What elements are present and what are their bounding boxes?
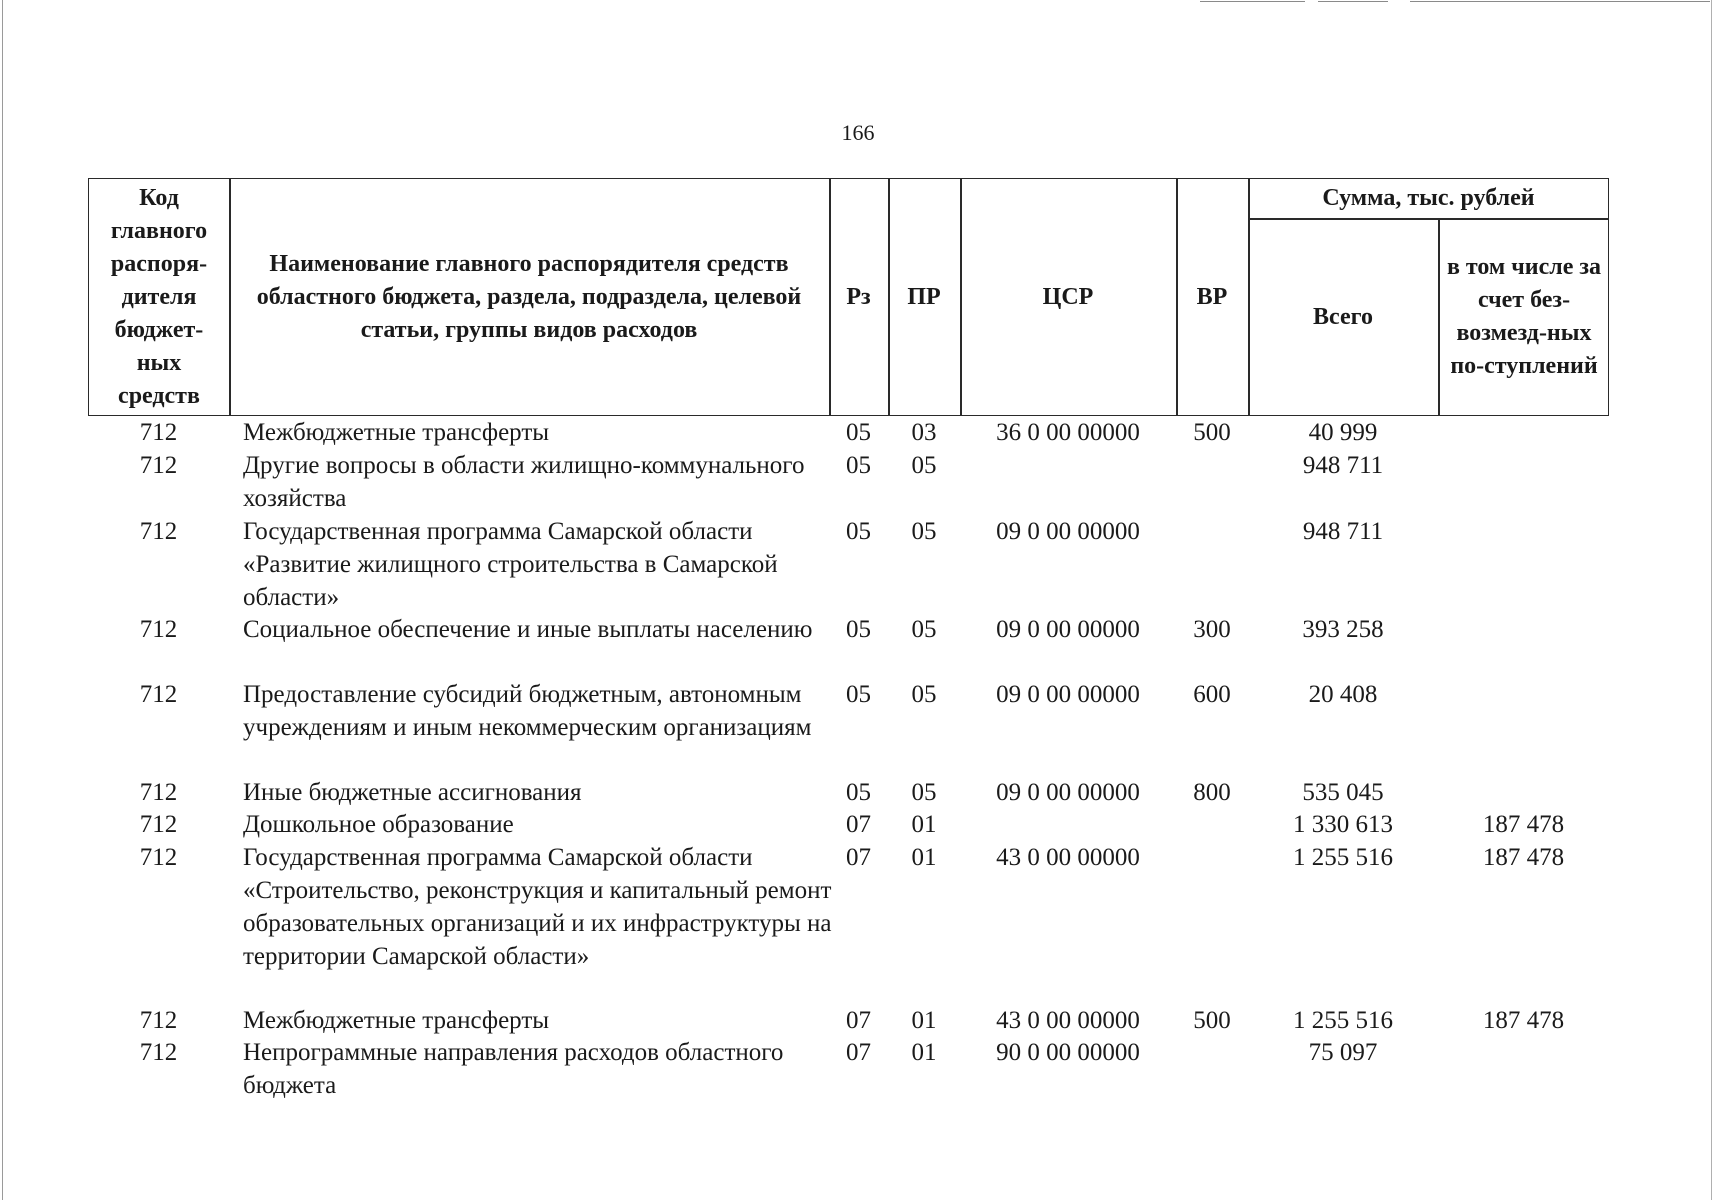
scan-edge-left [2, 0, 3, 1200]
cell-rz: 05 [846, 452, 871, 479]
header-code: Код главного распоря-дителя бюджет-ных средств [110, 184, 208, 409]
cell-rz: 07 [846, 844, 871, 871]
cell-pr: 01 [911, 811, 937, 838]
cell-rz: 05 [846, 419, 871, 446]
cell-code: 712 [139, 419, 178, 446]
cell-pr: 01 [911, 1039, 937, 1066]
cell-name: Социальное обеспечение и иные выплаты населению [243, 616, 813, 643]
cell-vr: 500 [1193, 1007, 1231, 1034]
header-vr: ВР [1196, 283, 1228, 310]
header-total: Всего [1313, 303, 1373, 330]
cell-code: 712 [139, 1007, 178, 1034]
header-rz: Рз [846, 283, 871, 310]
cell-total: 948 711 [1302, 452, 1384, 479]
cell-total: 20 408 [1308, 681, 1378, 708]
scan-mark-top [1318, 1, 1388, 2]
cell-code: 712 [139, 779, 178, 806]
cell-total: 1 330 613 [1293, 811, 1393, 838]
cell-rz: 05 [846, 518, 871, 545]
cell-rz: 07 [846, 1007, 871, 1034]
cell-code: 712 [139, 518, 178, 545]
cell-total: 393 258 [1302, 616, 1384, 643]
cell-code: 712 [139, 1039, 178, 1066]
cell-name: Другие вопросы в области жилищно-коммунального хозяйства [243, 452, 805, 512]
cell-name: Иные бюджетные ассигнования [243, 779, 582, 806]
cell-code: 712 [139, 681, 178, 708]
scan-edge-right [1711, 0, 1712, 1200]
header-free: в том числе за счет без-возмезд-ных по-ступлений [1446, 254, 1602, 379]
header-sum: Сумма, тыс. рублей [1322, 184, 1535, 211]
cell-vr: 800 [1193, 779, 1231, 806]
header-name: Наименование главного распорядителя средств областного бюджета, раздела, подраздела, целевой статьи, группы видов расходов [256, 250, 802, 343]
cell-rz: 07 [846, 811, 871, 838]
header-pr: ПР [907, 283, 941, 310]
cell-csr: 43 0 00 00000 [996, 844, 1140, 871]
cell-rz: 05 [846, 616, 871, 643]
cell-rz: 05 [846, 779, 871, 806]
cell-code: 712 [139, 616, 178, 643]
cell-csr: 36 0 00 00000 [996, 419, 1140, 446]
cell-name: Предоставление субсидий бюджетным, автономным учреждениям и иным некоммерческим организациям [243, 681, 812, 741]
cell-free: 187 478 [1482, 811, 1565, 838]
cell-rz: 05 [846, 681, 871, 708]
cell-pr: 05 [911, 779, 937, 806]
cell-rz: 07 [846, 1039, 871, 1066]
cell-pr: 01 [911, 844, 937, 871]
cell-code: 712 [139, 811, 178, 838]
header-divider [1438, 218, 1440, 416]
cell-code: 712 [139, 452, 178, 479]
cell-csr: 09 0 00 00000 [996, 681, 1140, 708]
cell-name: Государственная программа Самарской области «Развитие жилищного строительства в Самарской области» [243, 518, 778, 611]
cell-total: 75 097 [1308, 1039, 1378, 1066]
cell-pr: 05 [911, 518, 937, 545]
cell-vr: 300 [1193, 616, 1231, 643]
cell-free: 187 478 [1482, 1007, 1565, 1034]
cell-csr: 09 0 00 00000 [996, 779, 1140, 806]
cell-code: 712 [139, 844, 178, 871]
cell-csr: 09 0 00 00000 [996, 518, 1140, 545]
scan-mark-top [1410, 1, 1710, 2]
cell-total: 1 255 516 [1293, 1007, 1393, 1034]
cell-vr: 500 [1193, 419, 1231, 446]
cell-name: Межбюджетные трансферты [243, 419, 550, 446]
cell-pr: 03 [911, 419, 937, 446]
cell-pr: 05 [911, 616, 937, 643]
cell-csr: 09 0 00 00000 [996, 616, 1140, 643]
cell-total: 948 711 [1302, 518, 1384, 545]
cell-total: 1 255 516 [1293, 844, 1393, 871]
scan-mark-top [1200, 1, 1305, 2]
cell-free: 187 478 [1482, 844, 1565, 871]
cell-pr: 05 [911, 681, 937, 708]
cell-pr: 05 [911, 452, 937, 479]
cell-name: Непрограммные направления расходов областного бюджета [243, 1039, 784, 1099]
cell-csr: 90 0 00 00000 [996, 1039, 1140, 1066]
cell-name: Государственная программа Самарской области «Строительство, реконструкция и капитальный ремонт образовательных организаций и их инфраструктуры на территории Самарской области» [243, 844, 832, 970]
cell-total: 535 045 [1302, 779, 1384, 806]
page-number: 166 [841, 120, 875, 145]
cell-total: 40 999 [1308, 419, 1378, 446]
header-csr: ЦСР [1042, 283, 1094, 310]
cell-vr: 600 [1193, 681, 1231, 708]
cell-pr: 01 [911, 1007, 937, 1034]
header-divider [229, 178, 231, 416]
cell-csr: 43 0 00 00000 [996, 1007, 1140, 1034]
cell-name: Межбюджетные трансферты [243, 1007, 550, 1034]
cell-name: Дошкольное образование [243, 811, 514, 838]
